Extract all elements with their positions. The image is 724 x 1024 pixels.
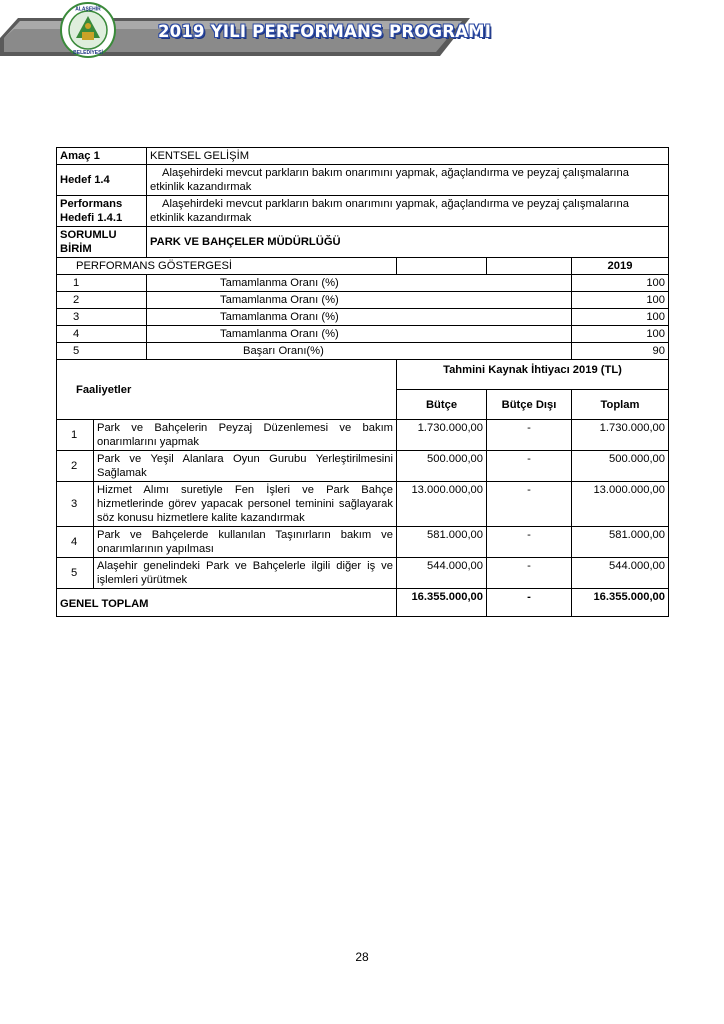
indicator-name: Tamamlanma Oranı (%) bbox=[147, 309, 572, 326]
indicator-row bbox=[57, 343, 669, 360]
indicator-name: Tamamlanma Oranı (%) bbox=[147, 326, 572, 343]
indicator-header-label: PERFORMANS GÖSTERGESİ bbox=[57, 258, 397, 275]
activities-label: Faaliyetler bbox=[57, 360, 397, 420]
activity-row bbox=[57, 558, 669, 589]
sorumlu-value: PARK VE BAHÇELER MÜDÜRLÜĞÜ bbox=[147, 227, 669, 258]
activity-total: 581.000,00 bbox=[572, 527, 669, 558]
activity-no: 2 bbox=[57, 451, 94, 482]
indicator-value: 100 bbox=[572, 309, 669, 326]
activity-off-budget: - bbox=[487, 451, 572, 482]
indicator-row bbox=[57, 292, 669, 309]
hedef-row bbox=[57, 165, 669, 196]
indicator-header-empty-2 bbox=[487, 258, 572, 275]
activity-budget: 500.000,00 bbox=[397, 451, 487, 482]
activity-budget: 13.000.000,00 bbox=[397, 482, 487, 527]
activity-no: 5 bbox=[57, 558, 94, 589]
activity-text: Park ve Yeşil Alanlara Oyun Gurubu Yerleştirilmesini Sağlamak bbox=[94, 451, 397, 482]
activity-total: 500.000,00 bbox=[572, 451, 669, 482]
activity-no: 4 bbox=[57, 527, 94, 558]
activity-text: Park ve Bahçelerde kullanılan Taşınırların bakım ve onarımlarının yapılması bbox=[94, 527, 397, 558]
grand-total-total: 16.355.000,00 bbox=[572, 589, 669, 617]
activity-row bbox=[57, 527, 669, 558]
activity-off-budget: - bbox=[487, 527, 572, 558]
activities-header-row-1 bbox=[57, 360, 669, 390]
activity-total: 544.000,00 bbox=[572, 558, 669, 589]
activity-row bbox=[57, 482, 669, 527]
hedef-value: Alaşehirdeki mevcut parkların bakım onarımını yapmak, ağaçlandırma ve peyzaj çalışmalarına etkinlik kazandırmak bbox=[147, 165, 669, 196]
indicator-year: 2019 bbox=[572, 258, 669, 275]
indicator-no: 2 bbox=[57, 292, 147, 309]
performans-hedef-label: Performans Hedefi 1.4.1 bbox=[57, 196, 147, 227]
logo-text-bottom: BELEDİYESİ bbox=[73, 50, 103, 56]
resource-header: Tahmini Kaynak İhtiyacı 2019 (TL) bbox=[397, 360, 669, 390]
indicator-no: 1 bbox=[57, 275, 147, 292]
sorumlu-label: SORUMLU BİRİM bbox=[57, 227, 147, 258]
logo-text-top: ALAŞEHİR bbox=[75, 6, 101, 13]
activity-no: 3 bbox=[57, 482, 94, 527]
indicator-value: 100 bbox=[572, 275, 669, 292]
activity-budget: 544.000,00 bbox=[397, 558, 487, 589]
activity-text: Hizmet Alımı suretiyle Fen İşleri ve Park Bahçe hizmetlerinde görev yapacak personel teminini sağlayarak söz konusu hizmetlere kalite kazandırmak bbox=[94, 482, 397, 527]
indicator-row bbox=[57, 309, 669, 326]
indicator-header-empty-1 bbox=[397, 258, 487, 275]
activity-text: Alaşehir genelindeki Park ve Bahçelerle ilgili diğer iş ve işlemleri yürütmek bbox=[94, 558, 397, 589]
activity-budget: 581.000,00 bbox=[397, 527, 487, 558]
grand-total-label: GENEL TOPLAM bbox=[57, 589, 397, 617]
indicator-name: Tamamlanma Oranı (%) bbox=[147, 275, 572, 292]
indicator-name: Tamamlanma Oranı (%) bbox=[147, 292, 572, 309]
indicator-header-row bbox=[57, 258, 669, 275]
activity-no: 1 bbox=[57, 420, 94, 451]
indicator-no: 3 bbox=[57, 309, 147, 326]
page-header bbox=[0, 0, 724, 64]
performance-table bbox=[56, 147, 669, 617]
amac-label: Amaç 1 bbox=[57, 148, 147, 165]
activity-row bbox=[57, 451, 669, 482]
banner-title: 2019 YILI PERFORMANS PROGRAMI bbox=[158, 22, 492, 41]
activity-total: 13.000.000,00 bbox=[572, 482, 669, 527]
activity-total: 1.730.000,00 bbox=[572, 420, 669, 451]
grand-total-off-budget: - bbox=[487, 589, 572, 617]
indicator-name: Başarı Oranı(%) bbox=[147, 343, 572, 360]
col-total-header: Toplam bbox=[572, 390, 669, 420]
indicator-value: 90 bbox=[572, 343, 669, 360]
performans-hedef-value: Alaşehirdeki mevcut parkların bakım onarımını yapmak, ağaçlandırma ve peyzaj çalışmalarına etkinlik kazandırmak bbox=[147, 196, 669, 227]
performans-hedef-row bbox=[57, 196, 669, 227]
indicator-value: 100 bbox=[572, 292, 669, 309]
activity-text: Park ve Bahçelerin Peyzaj Düzenlemesi ve bakım onarımlarını yapmak bbox=[94, 420, 397, 451]
indicator-no: 5 bbox=[57, 343, 147, 360]
indicator-no: 4 bbox=[57, 326, 147, 343]
col-off-budget-header: Bütçe Dışı bbox=[487, 390, 572, 420]
activity-budget: 1.730.000,00 bbox=[397, 420, 487, 451]
grand-total-budget: 16.355.000,00 bbox=[397, 589, 487, 617]
activity-row bbox=[57, 420, 669, 451]
sorumlu-row bbox=[57, 227, 669, 258]
activity-off-budget: - bbox=[487, 482, 572, 527]
indicator-row bbox=[57, 326, 669, 343]
hedef-label: Hedef 1.4 bbox=[57, 165, 147, 196]
amac-row bbox=[57, 148, 669, 165]
col-budget-header: Bütçe bbox=[397, 390, 487, 420]
municipality-seal-icon bbox=[60, 2, 116, 58]
indicator-row bbox=[57, 275, 669, 292]
grand-total-row bbox=[57, 589, 669, 617]
activity-off-budget: - bbox=[487, 420, 572, 451]
activity-off-budget: - bbox=[487, 558, 572, 589]
amac-value: KENTSEL GELİŞİM bbox=[147, 148, 669, 165]
indicator-value: 100 bbox=[572, 326, 669, 343]
page-number: 28 bbox=[355, 950, 369, 964]
